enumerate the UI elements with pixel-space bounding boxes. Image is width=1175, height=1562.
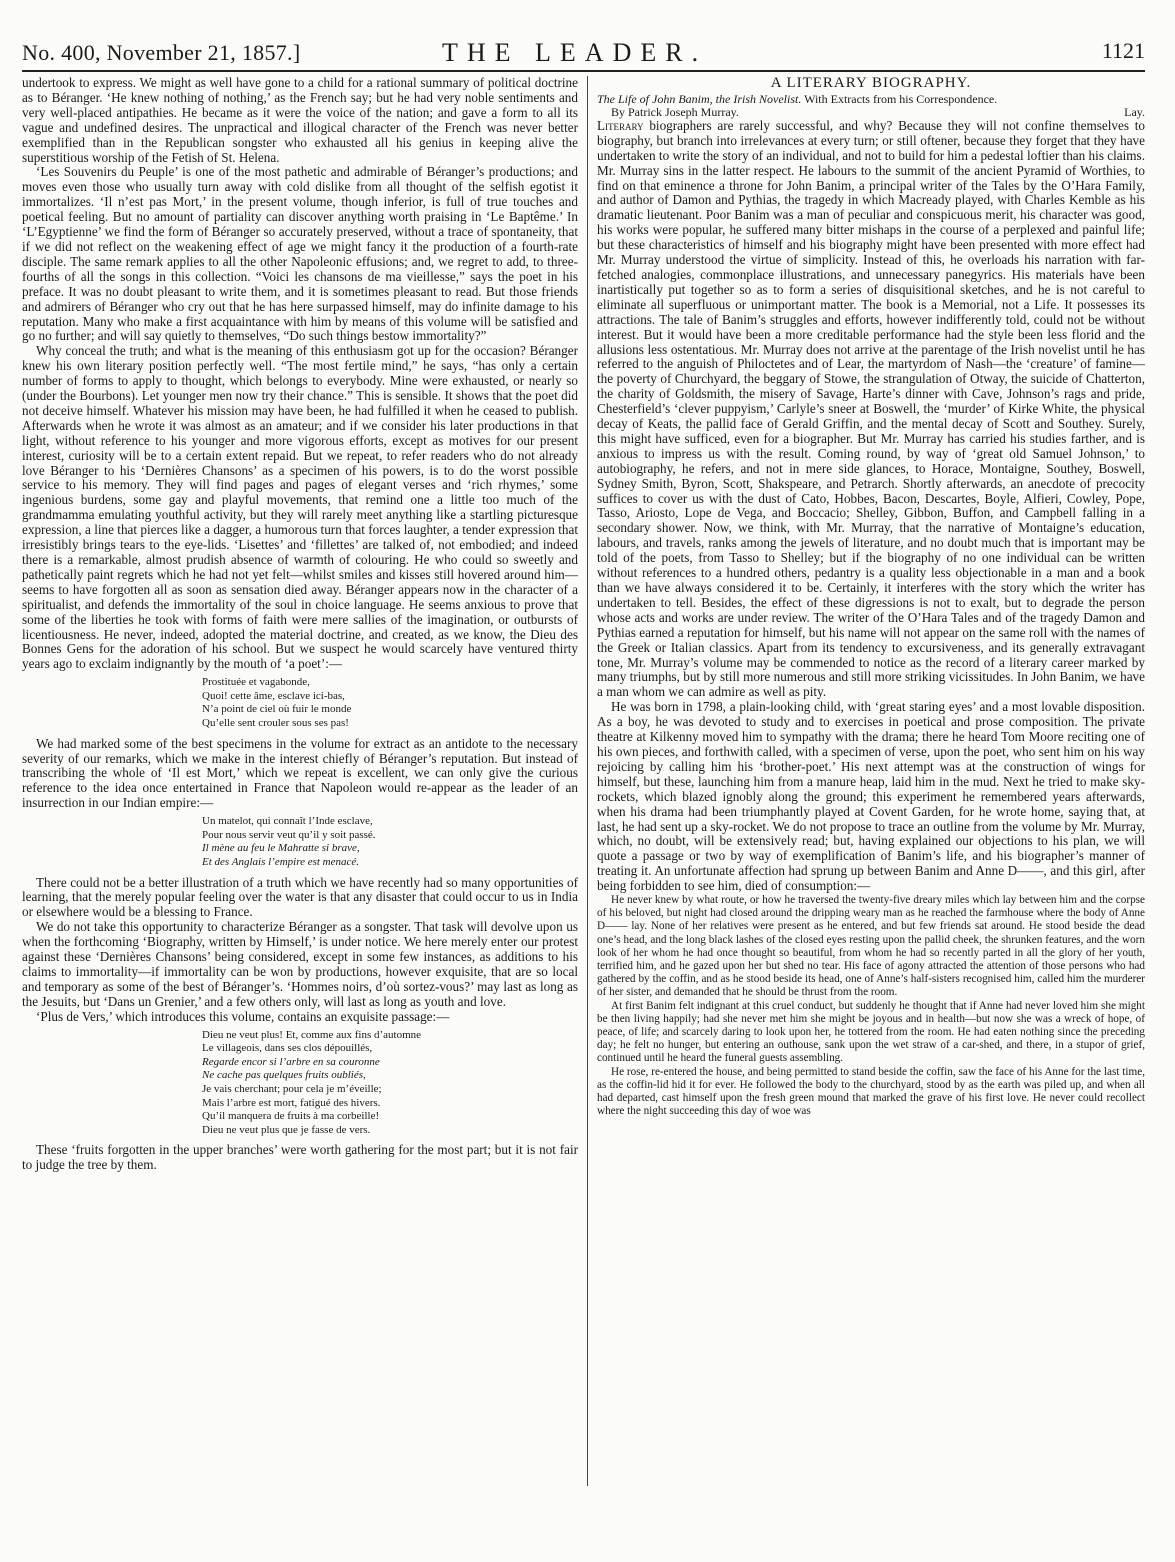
paragraph: There could not be a better illustration of a truth which we have recently had so many opportunities of learning, that the merely popular feeling over the water is that any disaster that could occur to us in India or elsewhere would be a blessing to France. xyxy=(22,874,578,920)
paragraph: ‘Les Souvenirs du Peuple’ is one of the most pathetic and admirable of Béranger’s productions; and moves even those who usually turn away with cold dislike from all thought of the selfish egotist it immortalizes. ‘Il n’est pas Mort,’ in the present volume, though inferior, is full of true touches and poetical feeling. But no amount of partiality can discover anything worth praising in ‘Le Baptême.’ In ‘L’Egyptienne’ we find the form of Béranger so accurately preserved, without a trace of spontaneity, that if we did not reflect on the weakening effect of age we might fancy it the production of a fourth-rate disciple. The same remark applies to all the other Napoleonic effusions; and, we regret to add, to three-fourths of all the songs in this collection. “Voici les chansons de ma vieillesse,” says the poet in his preface. It was no doubt pleasant to write them, and it is sometimes pleasant to read. But those friends and admirers of Béranger who cry out that he has here surpassed himself, may do infinite damage to his reputation. Many who make a first acquaintance with him by means of this volume will be satisfied and go no further; and will say quietly to themselves, “Do such things bestow immortality?” xyxy=(22,164,578,344)
book-extra: With Extracts from his Correspondence. xyxy=(804,91,998,106)
verse-line: Le villageois, dans ses clos dépouillés, xyxy=(202,1042,373,1055)
verse-line: Je vais cherchant; pour cela je m’éveille; xyxy=(202,1082,382,1095)
paragraph: ‘Plus de Vers,’ which introduces this volume, contains an exquisite passage:— xyxy=(36,1008,450,1024)
paragraph xyxy=(597,119,1145,700)
verse-line: Qu’elle sent crouler sous ses pas! xyxy=(202,717,349,730)
verse-line: Dieu ne veut plus! Et, comme aux fins d’automne xyxy=(202,1028,422,1041)
verse-line: Dieu ne veut plus que je fasse de vers. xyxy=(202,1123,371,1136)
masthead xyxy=(22,24,1145,74)
quote-paragraph: He rose, re-entered the house, and being permitted to stand beside the coffin, saw the face of his Anne for the last time, as the coffin-lid hid it for ever. He followed the body to the churchyard, stood by as the earth was piled up, and when all had departed, cast himself upon the fresh green mound that marked the grave of his first love. He never could recollect where the night succeeding this day of woe was xyxy=(597,1065,1145,1118)
verse-line: Regarde encor si l’arbre en sa couronne xyxy=(202,1055,380,1068)
right-column xyxy=(597,76,1145,1118)
verse-line: Quoi! cette âme, esclave ici-bas, xyxy=(202,689,345,702)
paragraph: These ‘fruits forgotten in the upper branches’ were worth gathering for the most part; but it is not fair to judge the tree by them. xyxy=(22,1142,578,1173)
verse-block xyxy=(202,815,578,869)
page-number: 1121 xyxy=(1101,38,1145,63)
quoted-extract xyxy=(597,894,1145,1118)
quote-paragraph: He never knew by what route, or how he traversed the twenty-five dreary miles which lay between him and the corpse of his beloved, but night had closed around the dripping weary man as he reached the farmhouse where the body of Anne D—— lay. None of her relatives were present as he entered, and but few friends sat around. He stood beside the dead one’s head, and the long black lashes of the closed eyes resting upon the pallid cheek, the shrunken features, and the worn look of her whom he had once thought so beautiful, from whom he had so recently parted in all the glory of her youth, terrified him, and he gazed upon her but shed no tear. His face of agony attracted the attention of those persons who had gathered by the coffin, and as he stood beside its head, one of Anne’s half-sisters recognised him, called him the murderer of her sister, and demanded that he should be thrust from the room. xyxy=(597,894,1145,999)
newspaper-title: THE LEADER. xyxy=(442,38,708,67)
verse-block xyxy=(202,1029,578,1138)
issue-line: No. 400, November 21, 1857.] xyxy=(22,40,301,65)
verse-line: Qu’il manquera de fruits à ma corbeille! xyxy=(202,1110,380,1123)
book-title: The Life of John Banim, the Irish Novelist. xyxy=(597,91,802,106)
verse-line: Un matelot, qui connaît l’Inde esclave, xyxy=(202,815,373,828)
quote-paragraph: At first Banim felt indignant at this cruel conduct, but suddenly he thought that if Anne had never loved him she might be then living happily; had she never met him she might be joyous and in health—but now she was a wreck of hope, of peace, of life; and scarcely daring to look upon her, he tottered from the room. He had eaten nothing since the preceding day; he felt no hunger, but entering an outhouse, sank upon the wet straw of a car-shed, and there, in a stupor of grief, continued until he heard the funeral guests assembling. xyxy=(597,999,1145,1065)
paragraph-text: biographers are rarely successful, and why? Because they will not confine themselves to biography, but branch into irrelevances at every turn; or still oftener, because they forget that they have undertaken to write the story of an individual, and not to build for him a pedestal loftier than his claims. Mr. Murray sins in the latter respect. He labours to the summit of the ancient Pyramid of Worthies, to find on that eminence a throne for John Banim, a principal writer of the Tales by the O’Hara Family, and author of Damon and Pythias, the tragedy in which Macready played, with Charles Kemble as his dramatic lieutenant. Poor Banim was a man of peculiar and conspicuous merit, his character was good, his works were popular, he suffered many bitter mishaps in the course of a perplexed and painful life; but these characteristics of himself and his biography might have been presented with more effect had Mr. Murray understood the virtue of simplicity. Instead of this, he overloads his narration with far-fetched analogies, commonplace illustrations, and unnecessary panegyrics. His materials have been inartistically put together so as to form a series of disquisitional sketches, and he is not careful to eliminate all superfluous or unimportant matter. The book is a Memorial, not a Life. It possesses its attractions. The tale of Banim’s struggles and efforts, however indifferently told, could not be without interest. But it would have been a more creditable performance had the style been less florid and the allusions less ostentatious. Mr. Murray does not arrive at the parentage of the Irish novelist until he has referred to the anguish of Philoctetes and of Lear, the martyrdom of Nash—the ‘creature’ of famine—the poverty of Churchyard, the beggary of Stowe, the strangulation of Otway, the suicide of Chatterton, the charity of Goldsmith, the misery of Savage, Harte’s dinner with Cave, Johnson’s rags and pride, Chesterfield’s ‘clever puppyism,’ Carlyle’s sneer at Boswell, the ‘murder’ of Kirke White, the physical decay of Keats, the pallid face of Gerald Griffin, and the mental decay of Scott and Southey. Surely, this might have sufficed, even for a biographer. But Mr. Murray has carried his studies farther, and is anxious to impress us with the result. Coming round, by way of ‘great old Samuel Johnson,’ to autobiography, he refers, and not in mere side glances, to Horace, Montaigne, Southey, Boswell, Sydney Smith, Byron, Scott, Shakspeare, and Petrarch. Shortly afterwards, an anecdote of precocity suffices to cover us with the dust of Cato, Hobbes, Bacon, Descartes, Boyle, Alfieri, Cowley, Pope, Tasso, Ariosto, Lope de Vega, and Boccacio; Shelley, Gibbon, Buffon, and Campbell falling in a secondary shower. Now, we think, with Mr. Murray, that the narrative of Montaigne’s education, labours, and travels, ranks among the jewels of literature, and no doubt much that is important may be told of the poets, from Tasso to Shelley; but if the biography of no one individual can be written without references to a hundred others, pedantry is a quality less objectionable in a man and a book than we have always considered it to be. Certainly, it interferes with the story which the writer has undertaken to tell. Besides, the effect of these digressions is not to exalt, but to degrade the person whose acts and works are under review. The writer of the O’Hara Tales and of the tragedy Damon and Pythias earned a reputation for himself, but his name will not appear on the same roll with the names of the Greek or Italian classics. Apart from its tendency to excursiveness, and its generally extravagant tone, Mr. Murray’s volume may be commended to notice as the record of a literary career marked by many triumphs, but by still more numerous and still more striking vicissitudes. In John Banim, we have a man whom we can admire as well as pity. xyxy=(597,117,1146,700)
book-reference xyxy=(597,93,1145,106)
lead-word: Literary xyxy=(597,117,644,133)
book-author: By Patrick Joseph Murray. xyxy=(611,104,739,119)
paragraph: We do not take this opportunity to characterize Béranger as a songster. That task will devolve upon us when the forthcoming ‘Biography, written by Himself,’ is under notice. We here merely enter our protest against these ‘Dernières Chansons’ being considered, except in some few instances, as additions to his claims to immortality—if immortality can be won by productions, however exquisite, that are so local and temporary as some of the best of Béranger’s. ‘Hommes noirs, d’où sortez-vous?’ may last as long as the Jesuits, but ‘Dans un Grenier,’ and a few others only, will last as long as youth and love. xyxy=(22,919,578,1009)
paragraph: He was born in 1798, a plain-looking child, with ‘great staring eyes’ and a most lovable disposition. As a boy, he was devoted to study and to exercises in poetical and prose composition. The private theatre at Kilkenny moved him to sympathy with the drama; there he heard Tom Moore reciting one of his own pieces, and forthwith called, with a specimen of verse, upon the poet, who sent him on his way rejoicing by calling him his ‘brother-poet.’ His next attempt was at the construction of wings for himself, but these, launching him from a manure heap, laid him in the mud. Next he tried to make sky-rockets, which blazed ignobly along the ground; this experiment he remembered years afterwards, when his drama had been triumphantly played at Covent Garden, for he wrote home, saying that, at last, he had sent up a sky-rocket. We do not propose to trace an outline from the volume by Mr. Murray, which, no doubt, will be extensively read; but, having explained our objections to his plan, we will quote a passage or two by way of exemplification of Banim’s life, and his biographer’s manner of treating it. An unfortunate affection had sprung up between Banim and Anne D——, and this girl, after being forbidden to see him, died of consumption:— xyxy=(597,699,1145,894)
header-rule xyxy=(22,70,1145,72)
column-divider xyxy=(587,76,588,1486)
verse-block xyxy=(202,676,578,730)
verse-line: Mais l’arbre est mort, fatigué des hivers. xyxy=(202,1096,381,1109)
verse-line: Ne cache pas quelques fruits oubliés, xyxy=(202,1069,366,1082)
paragraph: We had marked some of the best specimens in the volume for extract as an antidote to the necessary severity of our remarks, which we make in the interest chiefly of Béranger’s reputation. But instead of transcribing the whole of ‘Il est Mort,’ which we repeat is excellent, we can only give the curious reference to the idea once entertained in France that Napoleon would re-appear as the leader of an insurrection in our Indian empire:— xyxy=(22,735,578,811)
verse-line: Pour nous servir veut qu’il y soit passé. xyxy=(202,828,376,841)
article-title: A LITERARY BIOGRAPHY. xyxy=(770,75,972,91)
verse-line: N’a point de ciel où fuir le monde xyxy=(202,703,352,716)
left-column xyxy=(22,76,578,1173)
verse-line: Il mène au feu le Mahratte si brave, xyxy=(202,842,360,855)
paragraph: Why conceal the truth; and what is the meaning of this enthusiasm got up for the occasion? Béranger knew his own literary position perfectly well. “The most fertile mind,” he says, “has only a certain number of forms to apply to thought, which belongs to everybody. Mine were exhausted, or nearly so (under the Bourbons). Let younger men now try their chance.” This is sensible. It shows that the poet did not deceive himself. Whatever his mission may have been, he had fulfilled it when he ceased to publish. Afterwards when he wrote it was almost as an amateur; and if we consider his later productions in that light, without reference to his younger and more vigorous efforts, except as motives for our present interest, curiosity will be to a certain extent repaid. But we repeat, to refer readers who do not already love Béranger to his ‘Dernières Chansons’ as a specimen of his powers, is to do the worst possible service to his memory. They will find pages and pages of elegant verses and ‘rich rhymes,’ some ingenious burdens, some gay and playful movements, that remind one a little too much of the grandmamma emulating youthful activity, but they will rarely meet anything like a startling picturesque expression, a line that pierces like a dagger, a humorous turn that forces laughter, a tender expression that irresistibly brings tears to the eye-lids. ‘Lisettes’ and ‘fillettes’ are talked of, not embodied; and indeed there is a remarkable, almost prudish absence of warmth of colouring. He who could so sweetly and pathetically paint regrets which he had not yet felt—whilst smiles and kisses still hovered around him—seems to have forgotten all as soon as sensation died away. Béranger appears now in the character of a spiritualist, and defends the immortality of the soul in choice language. He seems anxious to prove that some of the liberties he took with forms of faith were mere sallies of the imagination, or outbursts of licentiousness. He never, indeed, adopted the material doctrine, and created, as we know, the Dieu des Bonnes Gens for the adoration of his school. But we suspect he would scarcely have ventured thirty years ago to exclaim indignantly by the mouth of ‘a poet’:— xyxy=(22,343,578,672)
verse-line: Et des Anglais l’empire est menacé. xyxy=(202,855,360,868)
verse-line: Prostituée et vagabonde, xyxy=(202,676,310,689)
book-publisher: Lay. xyxy=(1124,104,1145,119)
paragraph: undertook to express. We might as well have gone to a child for a rational summary of political doctrine as to Béranger. ‘He knew nothing of nothing,’ as the French say; but he had very noble sentiments and very well-placed antipathies. He became as it were the voice of the nation; and gave a form to all its vague and undefined desires. The unpractical and illogical character of the French was never better exemplified than in the Republican songster who exhausted all his genius in keeping alive the superstitious worship of the Fetish of St. Helena. xyxy=(22,75,578,165)
